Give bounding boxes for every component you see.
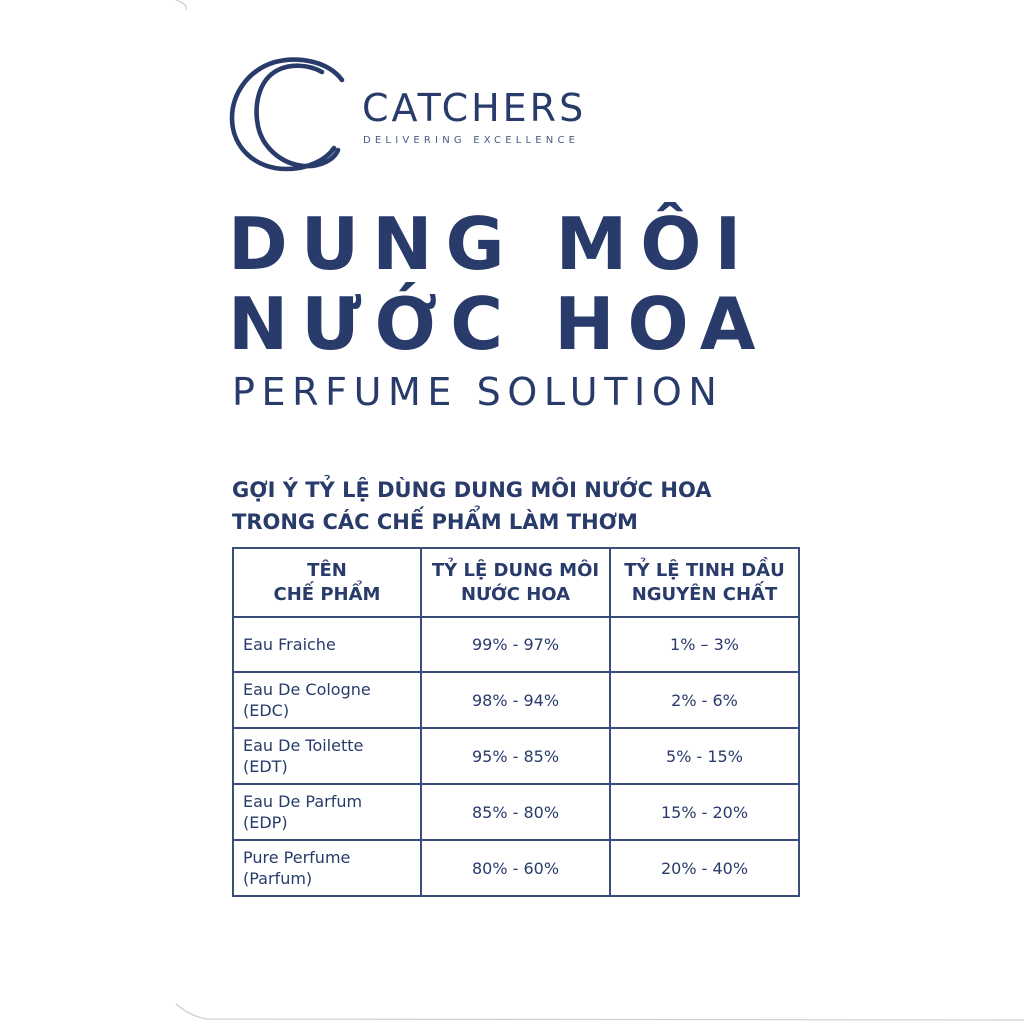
cell-product-name	[233, 617, 421, 672]
product-name-line-1: Pure Perfume	[243, 848, 351, 867]
cell-product-name	[233, 728, 421, 784]
section-heading-line-2: TRONG CÁC CHẾ PHẨM LÀM THƠM	[232, 510, 638, 534]
page-subtitle: PERFUME SOLUTION	[232, 370, 724, 414]
table-row	[233, 728, 799, 784]
page-title-line-2: NƯỚC HOA	[228, 282, 769, 366]
cell-oil-ratio: 5% - 15%	[610, 728, 799, 784]
header-solvent-ratio-line-1: TỶ LỆ DUNG MÔI	[431, 559, 600, 581]
product-name-line-2: (Parfum)	[243, 869, 313, 888]
header-solvent-ratio	[421, 548, 610, 617]
cell-oil-ratio: 2% - 6%	[610, 672, 799, 728]
header-solvent-ratio-line-2: NƯỚC HOA	[460, 583, 571, 605]
product-name-line-2: (EDC)	[243, 701, 290, 720]
product-name-line-1: Eau De Toilette	[243, 736, 364, 755]
cell-product-name	[233, 840, 421, 896]
header-product-name	[233, 548, 421, 617]
section-heading-line-1: GỢI Ý TỶ LỆ DÙNG DUNG MÔI NƯỚC HOA	[232, 478, 712, 502]
cell-oil-ratio: 1% – 3%	[610, 617, 799, 672]
cell-product-name	[233, 784, 421, 840]
product-name-line-1: Eau Fraiche	[243, 635, 336, 654]
product-name-line-1: Eau De Parfum	[243, 792, 363, 811]
cell-solvent-ratio: 99% - 97%	[421, 617, 610, 672]
header-oil-ratio	[610, 548, 799, 617]
cell-solvent-ratio: 95% - 85%	[421, 728, 610, 784]
brand-tagline: DELIVERING EXCELLENCE	[363, 135, 580, 146]
brand-name: CATCHERS	[362, 86, 587, 130]
brand-logo	[228, 56, 628, 176]
header-oil-ratio-line-1: TỶ LỆ TINH DẦU	[624, 559, 785, 581]
cell-product-name	[233, 672, 421, 728]
catchers-c-logo-icon	[228, 56, 352, 174]
product-name-line-2: (EDP)	[243, 813, 288, 832]
cell-solvent-ratio: 80% - 60%	[421, 840, 610, 896]
table-row	[233, 672, 799, 728]
header-product-name-line-2: CHẾ PHẨM	[273, 583, 381, 605]
page-title-line-1: DUNG MÔI	[228, 202, 755, 286]
header-oil-ratio-line-2: NGUYÊN CHẤT	[631, 583, 778, 605]
cell-solvent-ratio: 98% - 94%	[421, 672, 610, 728]
table-header-row	[233, 548, 799, 617]
product-name-line-1: Eau De Cologne	[243, 680, 371, 699]
header-product-name-line-1: TÊN	[307, 559, 347, 581]
table-row	[233, 840, 799, 896]
table-row	[233, 784, 799, 840]
product-name-line-2: (EDT)	[243, 757, 288, 776]
ratio-table	[232, 547, 800, 897]
cell-oil-ratio: 15% - 20%	[610, 784, 799, 840]
cell-solvent-ratio: 85% - 80%	[421, 784, 610, 840]
table-row	[233, 617, 799, 672]
section-heading	[232, 474, 712, 538]
cell-oil-ratio: 20% - 40%	[610, 840, 799, 896]
